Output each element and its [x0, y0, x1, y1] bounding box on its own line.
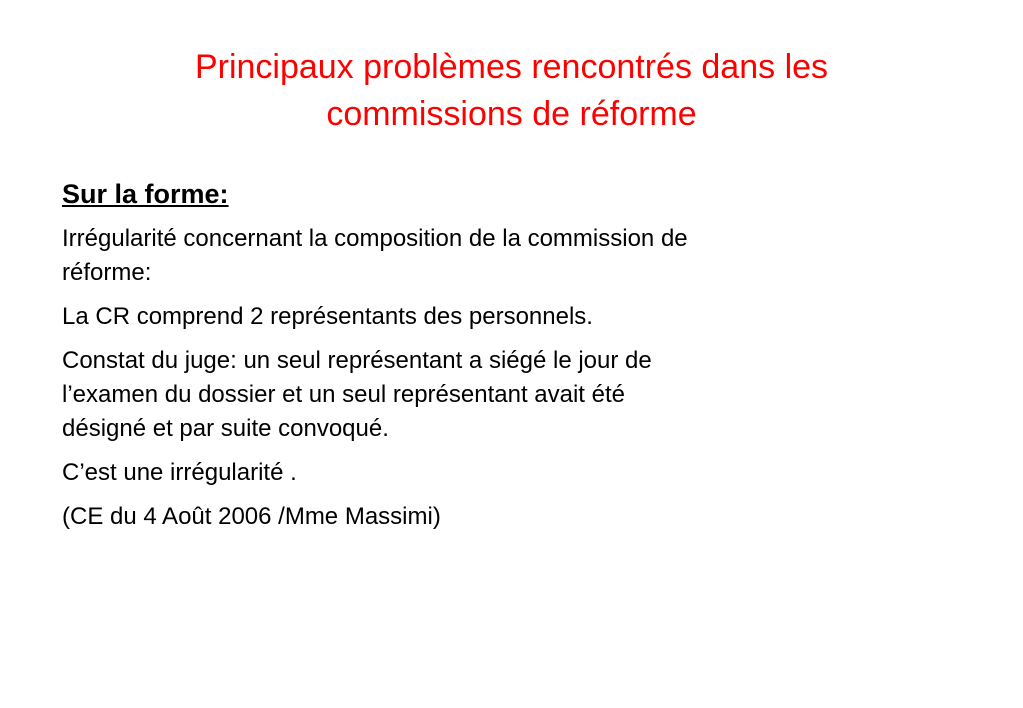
paragraph-irregularity: [62, 456, 952, 490]
slide-title-line-1: Principaux problèmes rencontrés dans les: [194, 48, 829, 86]
paragraph-line: l’examen du dossier et un seul représentant avait été: [62, 381, 626, 408]
paragraph-line: C’est une irrégularité .: [62, 459, 297, 486]
paragraph-line: réforme:: [62, 259, 152, 286]
paragraph-citation: [62, 500, 952, 534]
paragraph-line: désigné et par suite convoqué.: [62, 415, 389, 442]
section-heading: Sur la forme:: [62, 179, 229, 209]
paragraph-composition: [62, 222, 952, 290]
paragraph-cr-members: [62, 300, 952, 334]
slide-body: [62, 176, 952, 544]
paragraph-line: Irrégularité concernant la composition de la commission de: [62, 225, 688, 252]
slide-title-line-2: commissions de réforme: [326, 95, 697, 133]
paragraph-line: (CE du 4 Août 2006 /Mme Massimi): [62, 503, 441, 530]
paragraph-line: La CR comprend 2 représentants des personnels.: [62, 303, 593, 330]
slide-title: [60, 44, 963, 138]
paragraph-judge-finding: [62, 344, 952, 446]
paragraph-line: Constat du juge: un seul représentant a siégé le jour de: [62, 347, 652, 374]
